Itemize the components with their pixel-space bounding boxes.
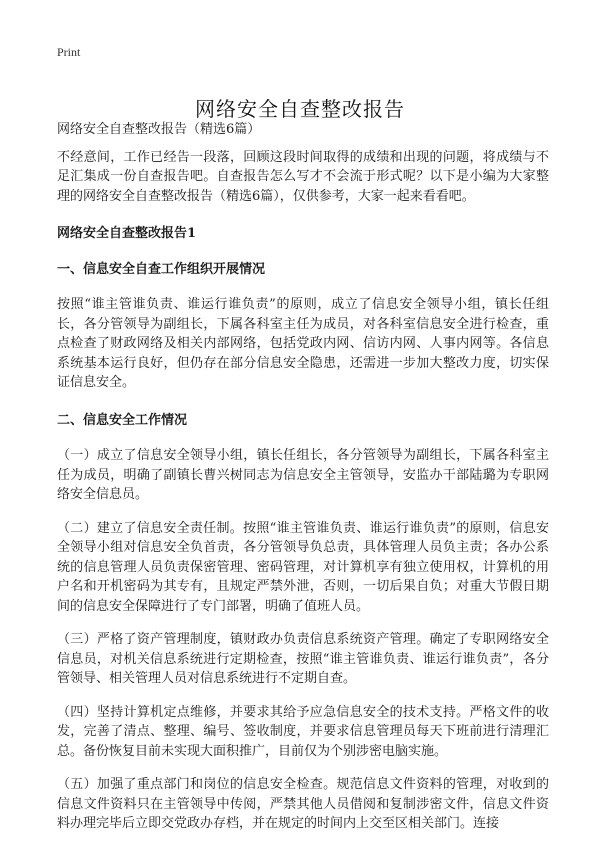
section1-paragraph: 按照“谁主管谁负责、谁运行谁负责”的原则，成立了信息安全领导小组，镇长任组长，各分管领导为副组长，下属各科室主任为成员，对各科室信息安全进行检查，重点检查了财政网络及相关内部网络，包括党政内网、信访内网、人事内网等。各信息系统基本运行良好，但仍存在部分信息安全隐患，还需进一步加大整改力度，切实保证信息安全。 — [57, 297, 549, 390]
document-title: 网络安全自查整改报告 — [195, 97, 405, 122]
report-heading: 网络安全自查整改报告1 — [57, 226, 197, 241]
section2-heading: 二、信息安全工作情况 — [57, 412, 188, 428]
print-label[interactable]: Print — [57, 45, 81, 59]
section2-item-1: （一）成立了信息安全领导小组，镇长任组长，各分管领导为副组长，下属各科室主任为成员，明确了副镇长曹兴树同志为信息安全主管领导，安监办干部陆璐为专职网络安全信息员。 — [57, 448, 549, 502]
document-body — [57, 120, 549, 848]
section2-item-3: （三）严格了资产管理制度，镇财政办负责信息系统资产管理。确定了专职网络安全信息员，对机关信息系统进行定期检查，按照“谁主管谁负责、谁运行谁负责”，各分管领导、相关管理人员对信息系统进行不定期自查。 — [57, 632, 549, 686]
document-subtitle: 网络安全自查整改报告（精选6篇） — [57, 122, 261, 137]
section2-item-2: （二）建立了信息安全责任制。按照“谁主管谁负责、谁运行谁负责”的原则，信息安全领导小组对信息安全负首责，各分管领导负总责，具体管理人员负主责；各办公系统的信息管理人员负责保密管理、密码管理，对计算机享有独立使用权，计算机的用户名和开机密码为其专有，且规定严禁外泄，否则，一切后果自负；对重大节假日期间的信息安全保障进行了专门部署，明确了值班人员。 — [57, 520, 549, 614]
section2-item-5: （五）加强了重点部门和岗位的信息安全检查。规范信息文件资料的管理，对收到的信息文件资料只在主管领导中传阅，严禁其他人员借阅和复制涉密文件，信息文件资料办理完毕后立即交党政办存档，并在规定的时间内上交至区相关部门。连接 — [57, 777, 549, 831]
intro-paragraph: 不经意间，工作已经告一段落，回顾这段时间取得的成绩和出现的问题，将成绩与不足汇集成一份自查报告吧。自查报告怎么写才不会流于形式呢？以下是小编为大家整理的网络安全自查整改报告（精选6篇），仅供参考，大家一起来看看吧。 — [57, 149, 549, 204]
section2-item-4: （四）坚持计算机定点维修，并要求其给予应急信息安全的技术支持。严格文件的收发，完善了清点、整理、编号、签收制度，并要求信息管理员每天下班前进行清理汇总。备份恢复目前未实现大面积推广，目前仅为个别涉密电脑实施。 — [57, 704, 549, 759]
section1-heading: 一、信息安全自查工作组织开展情况 — [57, 261, 266, 277]
